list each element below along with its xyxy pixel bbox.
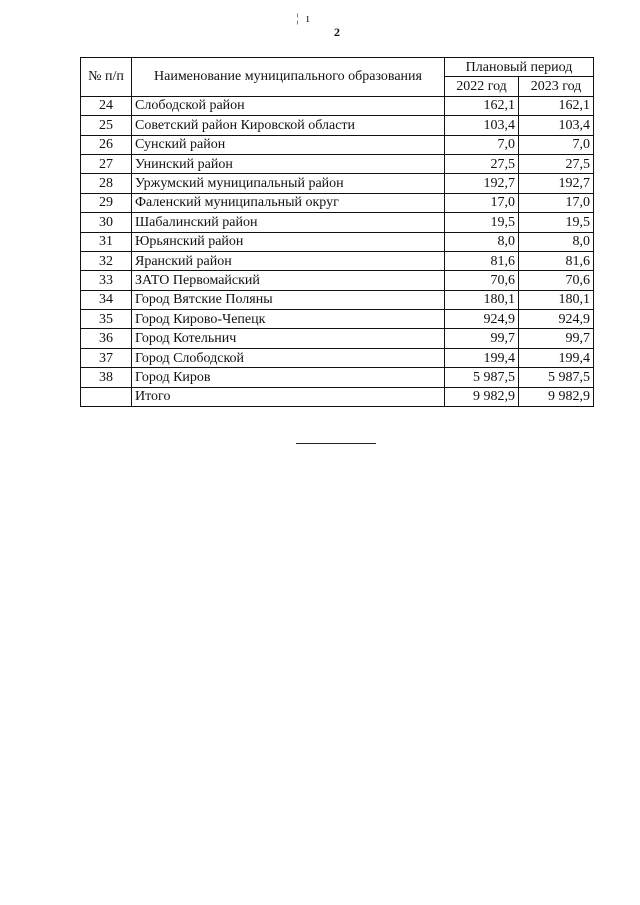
total-row [81,387,594,406]
table-row [81,174,594,193]
municipality-name: Унинский район [132,154,445,173]
table-row [81,251,594,270]
row-number: 28 [81,174,132,193]
total-number [81,387,132,406]
table-row [81,193,594,212]
table-row [81,368,594,387]
municipality-name: Город Вятские Поляны [132,290,445,309]
municipality-name: Уржумский муниципальный район [132,174,445,193]
value-2023: 17,0 [519,193,594,212]
table-row [81,232,594,251]
value-2023: 19,5 [519,213,594,232]
handwritten-mark: ¦ ı [296,10,312,25]
row-number: 37 [81,348,132,367]
municipality-name: Слободской район [132,96,445,115]
value-2023: 7,0 [519,135,594,154]
value-2023: 70,6 [519,271,594,290]
table-row [81,213,594,232]
total-label: Итого [132,387,445,406]
value-2023: 5 987,5 [519,368,594,387]
value-2023: 192,7 [519,174,594,193]
municipality-name: Город Котельнич [132,329,445,348]
municipality-name: Фаленский муниципальный округ [132,193,445,212]
table-row [81,135,594,154]
value-2023: 924,9 [519,310,594,329]
value-2022: 192,7 [445,174,519,193]
municipality-name: Сунский район [132,135,445,154]
row-number: 24 [81,96,132,115]
value-2022: 199,4 [445,348,519,367]
row-number: 33 [81,271,132,290]
row-number: 36 [81,329,132,348]
row-number: 35 [81,310,132,329]
row-number: 27 [81,154,132,173]
row-number: 25 [81,116,132,135]
row-number: 30 [81,213,132,232]
value-2022: 8,0 [445,232,519,251]
municipality-name: Город Слободской [132,348,445,367]
table-row [81,290,594,309]
value-2023: 103,4 [519,116,594,135]
value-2022: 81,6 [445,251,519,270]
column-header-period: Плановый период [445,58,594,77]
table-row [81,348,594,367]
value-2023: 180,1 [519,290,594,309]
column-header-number: № п/п [81,58,132,97]
value-2022: 70,6 [445,271,519,290]
value-2022: 19,5 [445,213,519,232]
value-2023: 99,7 [519,329,594,348]
table-header [81,58,594,97]
municipality-name: Яранский район [132,251,445,270]
value-2022: 17,0 [445,193,519,212]
value-2022: 99,7 [445,329,519,348]
page-number: 2 [334,25,340,39]
value-2023: 27,5 [519,154,594,173]
total-2022: 9 982,9 [445,387,519,406]
row-number: 31 [81,232,132,251]
value-2023: 199,4 [519,348,594,367]
row-number: 38 [81,368,132,387]
table-row [81,116,594,135]
municipality-name: ЗАТО Первомайский [132,271,445,290]
column-header-2022: 2022 год [445,77,519,96]
table-row [81,329,594,348]
value-2023: 81,6 [519,251,594,270]
value-2023: 8,0 [519,232,594,251]
row-number: 34 [81,290,132,309]
column-header-name: Наименование муниципального образования [132,58,445,97]
table-row [81,96,594,115]
municipality-name: Советский район Кировской области [132,116,445,135]
value-2023: 162,1 [519,96,594,115]
table-body [81,96,594,406]
municipality-name: Город Киров [132,368,445,387]
value-2022: 162,1 [445,96,519,115]
table-row [81,154,594,173]
row-number: 32 [81,251,132,270]
municipality-name: Шабалинский район [132,213,445,232]
allocation-table [80,57,594,407]
value-2022: 180,1 [445,290,519,309]
value-2022: 7,0 [445,135,519,154]
table-row [81,271,594,290]
municipality-name: Юрьянский район [132,232,445,251]
column-header-2023: 2023 год [519,77,594,96]
total-2023: 9 982,9 [519,387,594,406]
end-divider [296,443,376,444]
value-2022: 103,4 [445,116,519,135]
table-row [81,310,594,329]
value-2022: 5 987,5 [445,368,519,387]
value-2022: 924,9 [445,310,519,329]
row-number: 29 [81,193,132,212]
municipality-name: Город Кирово-Чепецк [132,310,445,329]
row-number: 26 [81,135,132,154]
value-2022: 27,5 [445,154,519,173]
